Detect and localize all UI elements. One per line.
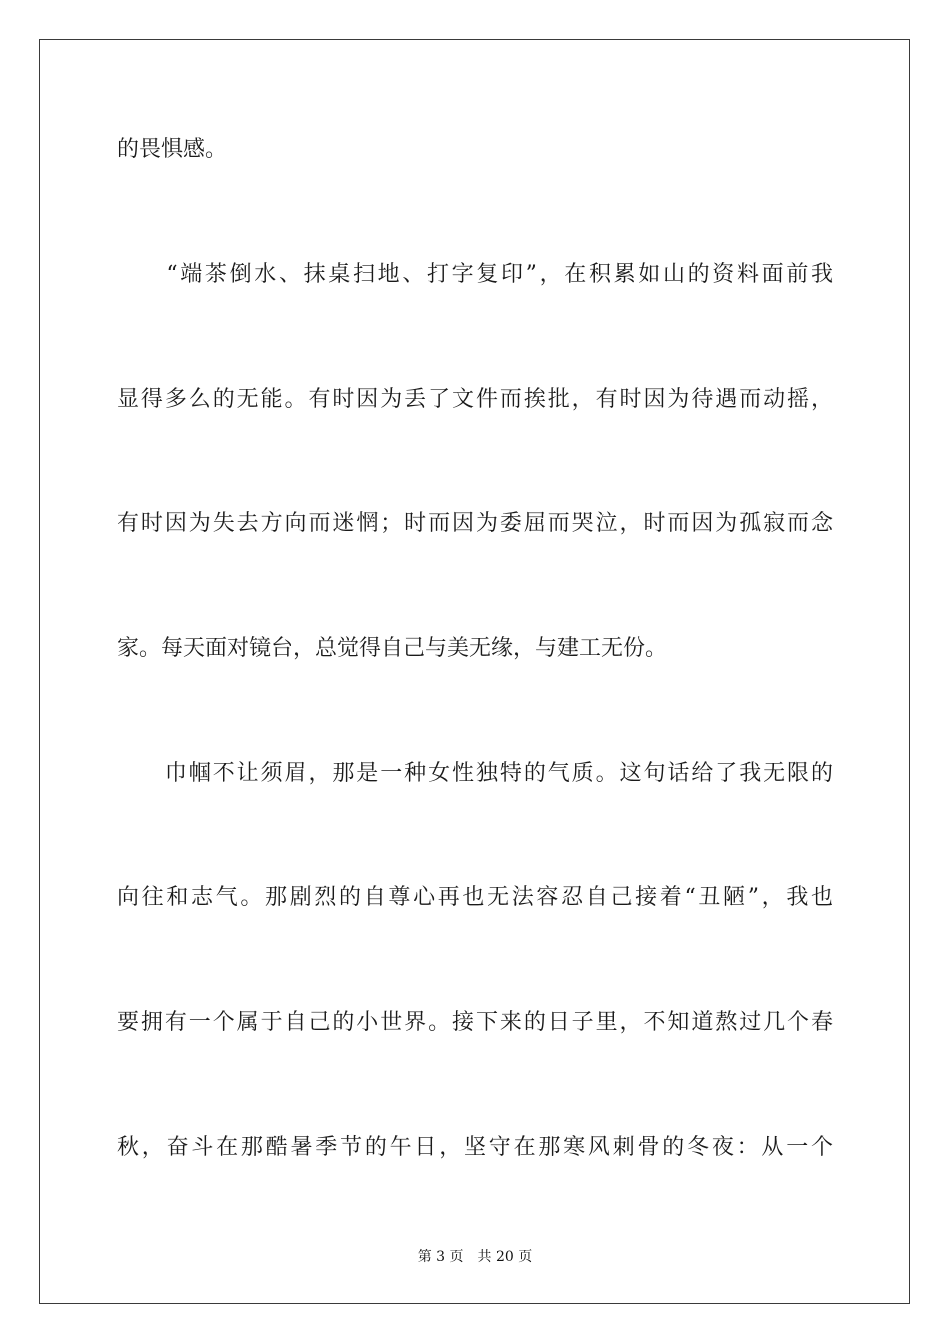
text-line-1: 的畏惧感。: [117, 137, 228, 162]
text-line-8: 要拥有一个属于自己的小世界。接下来的日子里，不知道熬过几个春: [117, 1010, 833, 1035]
text-line-9: 秋，奋斗在那酷暑季节的午日，坚守在那寒风刺骨的冬夜：从一个: [117, 1135, 833, 1160]
text-line-4: 有时因为失去方向而迷惘；时而因为委屈而哭泣，时而因为孤寂而念: [117, 511, 833, 536]
page-number-label: 第 3 页 共 20 页: [417, 1249, 533, 1265]
page-border: [39, 39, 910, 1304]
page-footer: [0, 1248, 950, 1266]
text-line-2: “端茶倒水、抹桌扫地、打字复印”，在积累如山的资料面前我: [117, 262, 833, 287]
text-line-7: 向往和志气。那剧烈的自尊心再也无法容忍自己接着“丑陋”，我也: [117, 885, 833, 910]
text-line-6: 巾帼不让须眉，那是一种女性独特的气质。这句话给了我无限的: [117, 761, 833, 786]
text-line-5: 家。每天面对镜台，总觉得自己与美无缘，与建工无份。: [117, 636, 668, 661]
text-line-3: 显得多么的无能。有时因为丢了文件而挨批，有时因为待遇而动摇，: [117, 387, 833, 412]
